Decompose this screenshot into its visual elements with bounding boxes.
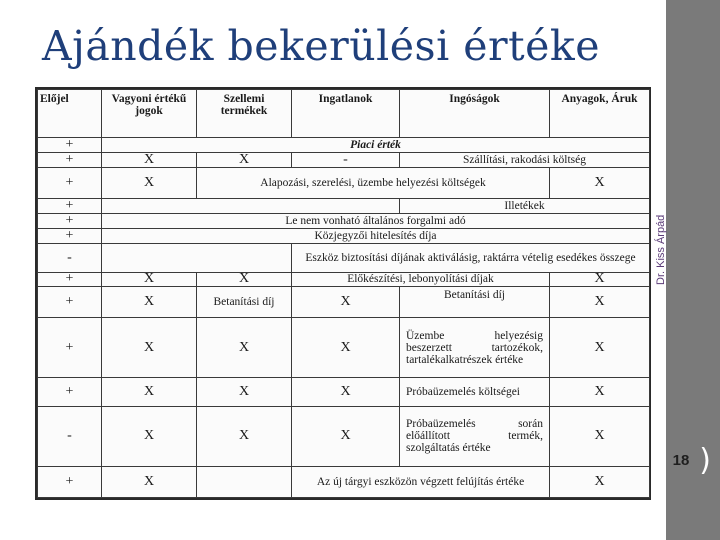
row-sign: + <box>38 272 102 286</box>
row-sign: - <box>38 243 102 272</box>
author-label: Dr. Kiss Árpád <box>655 214 667 285</box>
row-text: Alapozási, szerelési, üzembe helyezési költségek <box>197 168 550 199</box>
cell-property: X <box>102 318 197 378</box>
cell-materials: X <box>550 378 650 407</box>
row-empty <box>197 466 292 497</box>
row-sign: - <box>38 407 102 467</box>
row-sign: + <box>38 466 102 497</box>
row-text: Le nem vonható általános forgalmi adó <box>102 213 650 228</box>
table-row <box>38 213 650 228</box>
cell-movables: Üzembe helyezésig beszerzett tartozékok, tartalékalkatrészek értéke <box>400 318 550 378</box>
header-sign: Előjel <box>38 90 102 138</box>
header-materials: Anyagok, Áruk <box>550 90 650 138</box>
table-row <box>38 318 650 378</box>
cell-real-estate: X <box>292 378 400 407</box>
cell-movables: Próbaüzemelés költségei <box>400 378 550 407</box>
row-sign: + <box>38 378 102 407</box>
cell-materials: X <box>550 318 650 378</box>
cell-intellectual: X <box>197 318 292 378</box>
cell-real-estate: X <box>292 318 400 378</box>
table-row <box>38 168 650 199</box>
cell-property: X <box>102 466 197 497</box>
header-property-rights: Vagyoni értékű jogok <box>102 90 197 138</box>
cell-intellectual: Betanítási díj <box>197 287 292 318</box>
row-text: Közjegyzői hitelesítés díja <box>102 229 650 243</box>
cell-property: X <box>102 287 197 318</box>
table-row <box>38 152 650 167</box>
row-text: Piaci érték <box>102 137 650 152</box>
row-sign: + <box>38 137 102 152</box>
page-title: Ajándék bekerülési értéke <box>42 22 600 70</box>
cell-movables: Betanítási díj <box>400 287 550 318</box>
table-row <box>38 466 650 497</box>
row-text: Előkészítési, lebonyolítási díjak <box>292 272 550 286</box>
cell-real-estate: X <box>292 407 400 467</box>
row-sign: + <box>38 318 102 378</box>
row-sign: + <box>38 168 102 199</box>
table-row <box>38 407 650 467</box>
cell-intellectual: X <box>197 272 292 286</box>
table-row <box>38 199 650 213</box>
cell-property: X <box>102 407 197 467</box>
row-text: Eszköz biztosítási díjának aktiválásig, raktárra vételig esedékes összege <box>292 243 650 272</box>
row-text: Az új tárgyi eszközön végzett felújítás értéke <box>292 466 550 497</box>
page-number: 18 <box>672 452 690 469</box>
cell-materials: X <box>550 168 650 199</box>
cell-property: X <box>102 272 197 286</box>
header-movables: Ingóságok <box>400 90 550 138</box>
cell-intellectual: X <box>197 152 292 167</box>
header-real-estate: Ingatlanok <box>292 90 400 138</box>
row-text: Illetékek <box>400 199 650 213</box>
row-sign: + <box>38 152 102 167</box>
row-sign: + <box>38 199 102 213</box>
cell-property: X <box>102 378 197 407</box>
row-text: Szállítási, rakodási költség <box>400 152 650 167</box>
page-number-badge <box>651 444 711 480</box>
cell-real-estate: - <box>292 152 400 167</box>
header-intellectual-products: Szellemi termékek <box>197 90 292 138</box>
cost-table-container <box>35 87 651 500</box>
bracket-left-icon: ( <box>651 443 663 478</box>
row-sign: + <box>38 287 102 318</box>
table-row <box>38 243 650 272</box>
cell-real-estate: X <box>292 287 400 318</box>
table-row <box>38 229 650 243</box>
bracket-right-icon: ) <box>699 443 711 478</box>
cell-intellectual: X <box>197 378 292 407</box>
row-empty <box>102 243 292 272</box>
cell-materials: X <box>550 466 650 497</box>
row-empty <box>102 199 400 213</box>
cell-intellectual: X <box>197 407 292 467</box>
cell-property: X <box>102 168 197 199</box>
row-sign: + <box>38 213 102 228</box>
row-sign: + <box>38 229 102 243</box>
cost-table <box>37 89 650 498</box>
cell-materials: X <box>550 407 650 467</box>
table-row <box>38 287 650 318</box>
table-row <box>38 378 650 407</box>
cell-materials: X <box>550 287 650 318</box>
cell-materials: X <box>550 272 650 286</box>
table-row <box>38 272 650 286</box>
cell-movables: Próbaüzemelés során előállított termék, szolgáltatás értéke <box>400 407 550 467</box>
cell-property: X <box>102 152 197 167</box>
table-row <box>38 137 650 152</box>
table-header-row <box>38 90 650 138</box>
